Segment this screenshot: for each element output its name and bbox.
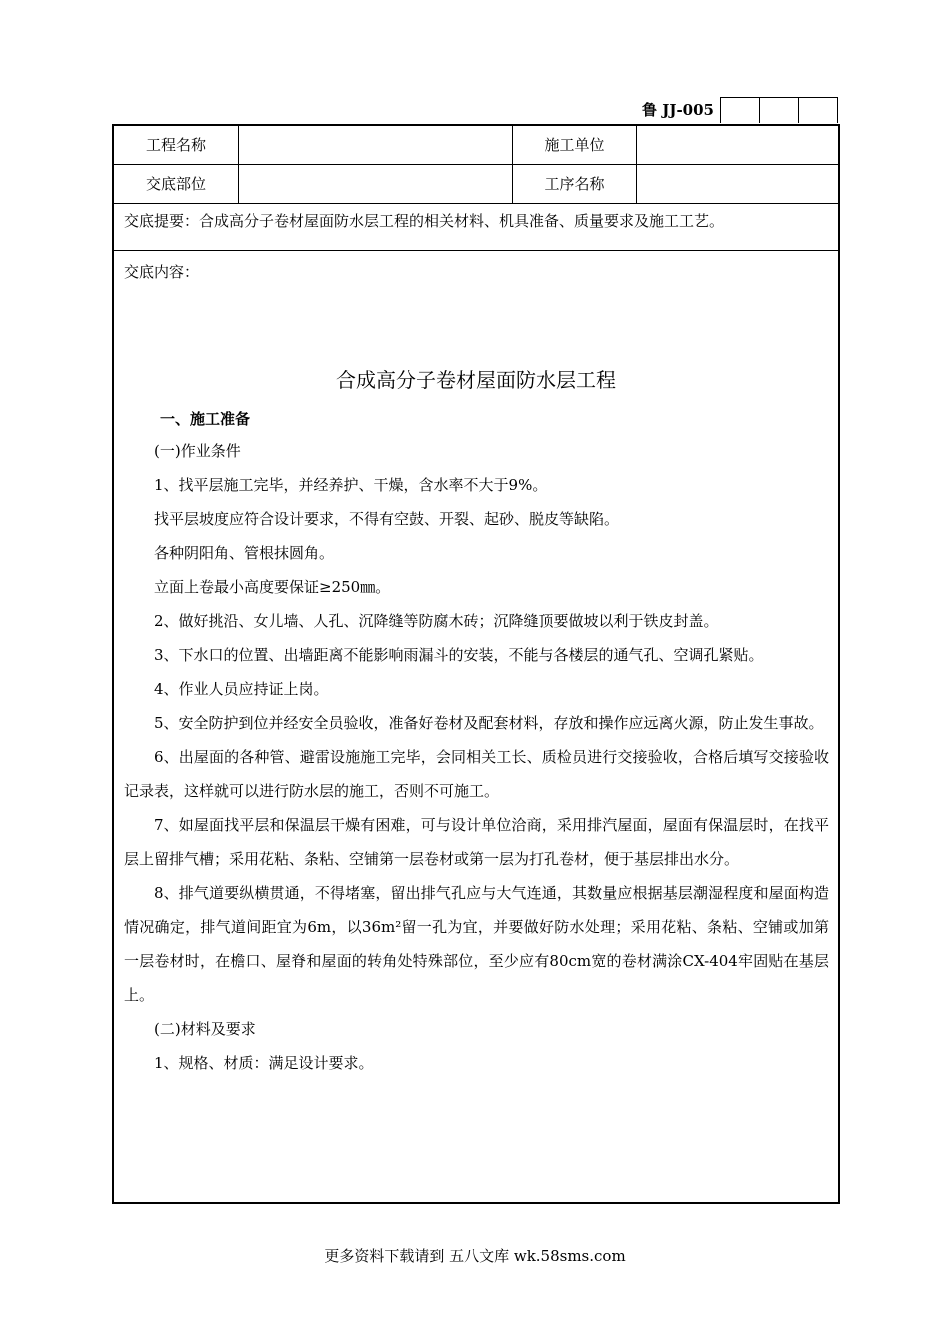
content-label: 交底内容： bbox=[124, 263, 200, 281]
paragraph: 7、如屋面找平层和保温层干燥有困难，可与设计单位洽商，采用排汽屋面，屋面有保温层时，在找平层上留排气槽；采用花粘、条粘、空铺第一层卷材或第一层为打孔卷材，便于基层排出水分。 bbox=[124, 816, 829, 868]
process-field[interactable] bbox=[636, 165, 838, 203]
section-heading: 一、施工准备 bbox=[160, 410, 251, 428]
header-row-2 bbox=[114, 165, 838, 204]
paragraph: 3、下水口的位置、出墙距离不能影响雨漏斗的安装，不能与各楼层的通气孔、空调孔紧贴。 bbox=[154, 646, 764, 664]
form-code-row bbox=[112, 97, 838, 124]
form-code: 鲁 JJ-005 bbox=[642, 101, 714, 119]
paragraph: (一)作业条件 bbox=[154, 442, 241, 460]
paragraph: 2、做好挑沿、女儿墙、人孔、沉降缝等防腐木砖；沉降缝顶要做坡以利于铁皮封盖。 bbox=[154, 612, 719, 630]
paragraph-list bbox=[124, 434, 829, 1080]
paragraph: 立面上卷最小高度要保证≥250㎜。 bbox=[154, 578, 391, 596]
paragraph: 1、找平层施工完毕，并经养护、干燥，含水率不大于9%。 bbox=[154, 476, 548, 494]
paragraph: (二)材料及要求 bbox=[154, 1020, 256, 1038]
paragraph: 6、出屋面的各种管、避雷设施施工完毕，会同相关工长、质检员进行交接验收，合格后填写交接验收记录表，这样就可以进行防水层的施工，否则不可施工。 bbox=[124, 748, 829, 800]
paragraph: 找平层坡度应符合设计要求，不得有空鼓、开裂、起砂、脱皮等缺陷。 bbox=[154, 510, 620, 528]
location-label: 交底部位 bbox=[145, 175, 206, 193]
form-code-boxes bbox=[720, 97, 838, 123]
contractor-field[interactable] bbox=[636, 126, 838, 164]
project-name-field[interactable] bbox=[238, 126, 512, 164]
header-row-1 bbox=[114, 126, 838, 165]
summary-row bbox=[114, 204, 838, 251]
code-box bbox=[759, 98, 798, 123]
footer-link[interactable]: 更多资料下载请到 五八文库 wk.58sms.com bbox=[324, 1247, 626, 1265]
code-box bbox=[721, 98, 759, 123]
project-name-label: 工程名称 bbox=[145, 136, 206, 154]
document-title: 合成高分子卷材屋面防水层工程 bbox=[336, 368, 616, 392]
location-field[interactable] bbox=[238, 165, 512, 203]
paragraph: 5、安全防护到位并经安全员验收，准备好卷材及配套材料，存放和操作应远离火源，防止发生事故。 bbox=[154, 714, 824, 732]
contractor-label: 施工单位 bbox=[512, 126, 636, 164]
paragraph: 4、作业人员应持证上岗。 bbox=[154, 680, 329, 698]
summary-text: 交底提要：合成高分子卷材屋面防水层工程的相关材料、机具准备、质量要求及施工工艺。 bbox=[124, 212, 725, 230]
paragraph: 各种阴阳角、管根抹圆角。 bbox=[154, 544, 335, 562]
content-area bbox=[114, 251, 838, 1202]
paragraph: 1、规格、材质：满足设计要求。 bbox=[154, 1054, 374, 1072]
code-box bbox=[798, 98, 837, 123]
paragraph: 8、排气道要纵横贯通，不得堵塞，留出排气孔应与大气连通，其数量应根据基层潮湿程度和屋面构造情况确定，排气道间距宜为6m，以36m²留一孔为宜，并要做好防水处理；采用花粘、条粘、空铺或加第一层卷材时，在檐口、屋脊和屋面的转角处特殊部位，至少应有80cm宽的卷材满涂CX-404牢固贴在基层上。 bbox=[124, 884, 829, 1004]
process-label: 工序名称 bbox=[512, 165, 636, 203]
disclosure-form bbox=[112, 124, 840, 1204]
